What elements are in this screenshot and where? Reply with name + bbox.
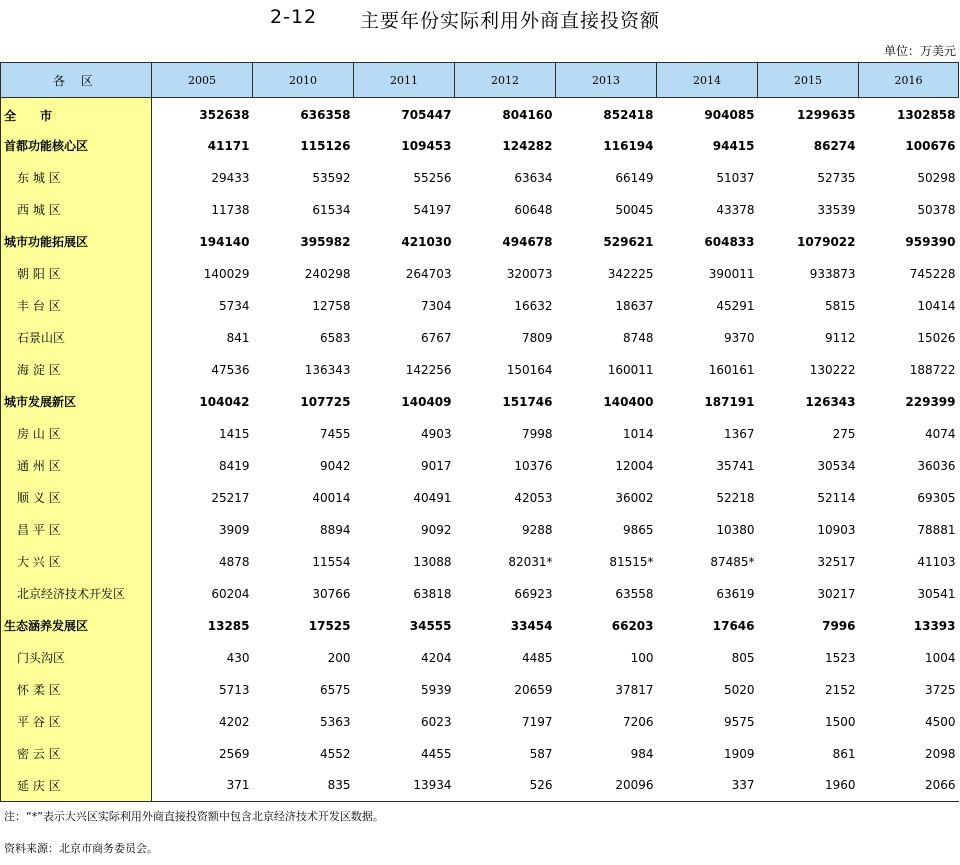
row-value-cell: 604833 (704, 234, 755, 249)
row-value-cell: 63619 (716, 586, 755, 601)
table-row (1, 610, 959, 642)
row-value-cell: 1079022 (797, 234, 856, 249)
table-row (1, 226, 959, 258)
row-area-name: 首都功能核心区 (1, 130, 152, 162)
header-year: 2015 (758, 63, 859, 98)
row-value-cell: 100 (630, 650, 654, 665)
row-value-cell: 60648 (514, 202, 553, 217)
row-value-cell: 6023 (420, 714, 452, 729)
row-value-cell: 7206 (622, 714, 654, 729)
row-value-cell: 50045 (615, 202, 654, 217)
row-value-cell: 7197 (521, 714, 553, 729)
row-value-cell: 30217 (817, 586, 856, 601)
row-value-cell: 17646 (712, 618, 755, 633)
row-value-cell: 30541 (917, 586, 956, 601)
row-value-cell: 11738 (211, 202, 250, 217)
row-value-cell: 529621 (603, 234, 654, 249)
row-value-cell: 100676 (905, 138, 956, 153)
table-row (1, 450, 959, 482)
row-value-cell: 1500 (824, 714, 856, 729)
row-value-cell: 50298 (917, 170, 956, 185)
row-value-cell: 115126 (300, 138, 351, 153)
row-value-cell: 9017 (420, 458, 452, 473)
row-value-cell: 494678 (502, 234, 553, 249)
row-value-cell: 36002 (615, 490, 654, 505)
table-row (1, 674, 959, 706)
row-area-name: 全 市 (1, 98, 152, 130)
row-value-cell: 841 (226, 330, 250, 345)
row-value-cell: 188722 (909, 362, 956, 377)
row-value-cell: 17525 (308, 618, 351, 633)
row-value-cell: 10380 (716, 522, 755, 537)
row-area-name: 顺 义 区 (1, 482, 152, 514)
table-row (1, 322, 959, 354)
row-value-cell: 1367 (723, 426, 755, 441)
row-value-cell: 81515* (609, 554, 654, 569)
row-value-cell: 63818 (413, 586, 452, 601)
row-value-cell: 2152 (824, 682, 856, 697)
row-value-cell: 43378 (716, 202, 755, 217)
row-area-name: 北京经济技术开发区 (1, 578, 152, 610)
row-value-cell: 526 (455, 770, 556, 802)
table-row (1, 514, 959, 546)
row-value-cell: 194140 (199, 234, 250, 249)
row-value-cell: 16632 (514, 298, 553, 313)
row-value-cell: 9575 (723, 714, 755, 729)
row-value-cell: 160011 (607, 362, 654, 377)
row-value-cell: 78881 (917, 522, 956, 537)
row-value-cell: 42053 (514, 490, 553, 505)
header-area: 各 区 (1, 63, 152, 98)
row-value-cell: 1302858 (897, 108, 956, 123)
row-value-cell: 5939 (420, 682, 452, 697)
row-value-cell: 11554 (312, 554, 351, 569)
table-row (1, 290, 959, 322)
table-title: 主要年份实际利用外商直接投资额 (360, 10, 661, 32)
table-row (1, 482, 959, 514)
row-value-cell: 69305 (917, 490, 956, 505)
row-value-cell: 805 (731, 650, 755, 665)
row-value-cell: 66149 (615, 170, 654, 185)
row-value-cell: 151746 (502, 394, 553, 409)
row-area-name: 昌 平 区 (1, 514, 152, 546)
row-area-name: 丰 台 区 (1, 290, 152, 322)
row-value-cell: 10414 (917, 298, 956, 313)
row-value-cell: 20659 (514, 682, 553, 697)
table-row (1, 578, 959, 610)
footnote: 注：“*”表示大兴区实际利用外商直接投资额中包含北京经济技术开发区数据。 (4, 810, 384, 823)
row-value-cell: 264703 (405, 266, 452, 281)
row-value-cell: 8748 (622, 330, 654, 345)
row-value-cell: 47536 (211, 362, 250, 377)
row-value-cell: 430 (226, 650, 250, 665)
row-value-cell: 4204 (420, 650, 452, 665)
row-value-cell: 7809 (521, 330, 553, 345)
row-value-cell: 4202 (218, 714, 250, 729)
header-year: 2010 (253, 63, 354, 98)
row-value-cell: 4485 (521, 650, 553, 665)
unit-label: 单位：万美元 (883, 44, 956, 58)
row-value-cell: 41103 (917, 554, 956, 569)
row-value-cell: 337 (657, 770, 758, 802)
row-value-cell: 40014 (312, 490, 351, 505)
header-year: 2005 (152, 63, 253, 98)
table-row (1, 642, 959, 674)
row-area-name: 门头沟区 (1, 642, 152, 674)
row-value-cell: 959390 (905, 234, 956, 249)
row-value-cell: 140409 (401, 394, 452, 409)
row-value-cell: 12758 (312, 298, 351, 313)
row-value-cell: 861 (832, 746, 856, 761)
row-value-cell: 61534 (312, 202, 351, 217)
row-value-cell: 4903 (420, 426, 452, 441)
row-value-cell: 50378 (917, 202, 956, 217)
row-value-cell: 29433 (211, 170, 250, 185)
row-value-cell: 140029 (203, 266, 250, 281)
row-value-cell: 9112 (824, 330, 856, 345)
table-row (1, 770, 959, 802)
row-value-cell: 9288 (521, 522, 553, 537)
row-value-cell: 933873 (809, 266, 856, 281)
header-year: 2013 (556, 63, 657, 98)
row-value-cell: 51037 (716, 170, 755, 185)
row-value-cell: 1014 (622, 426, 654, 441)
row-area-name: 房 山 区 (1, 418, 152, 450)
row-value-cell: 30534 (817, 458, 856, 473)
row-area-name: 城市功能拓展区 (1, 226, 152, 258)
row-value-cell: 804160 (502, 108, 553, 123)
row-value-cell: 5734 (218, 298, 250, 313)
row-value-cell: 54197 (413, 202, 452, 217)
row-area-name: 延 庆 区 (1, 770, 152, 802)
row-value-cell: 5363 (319, 714, 351, 729)
row-value-cell: 587 (529, 746, 553, 761)
row-area-name: 西 城 区 (1, 194, 152, 226)
row-value-cell: 421030 (401, 234, 452, 249)
row-value-cell: 116194 (603, 138, 654, 153)
row-value-cell: 200 (327, 650, 351, 665)
row-value-cell: 126343 (805, 394, 856, 409)
table-body (1, 98, 959, 802)
row-value-cell: 107725 (300, 394, 351, 409)
row-value-cell: 5815 (824, 298, 856, 313)
row-value-cell: 34555 (409, 618, 452, 633)
row-value-cell: 45291 (716, 298, 755, 313)
row-value-cell: 745228 (909, 266, 956, 281)
row-value-cell: 36036 (917, 458, 956, 473)
header-year: 2011 (354, 63, 455, 98)
row-value-cell: 904085 (704, 108, 755, 123)
row-area-name: 城市发展新区 (1, 386, 152, 418)
header-year: 2012 (455, 63, 556, 98)
row-value-cell: 136343 (304, 362, 351, 377)
row-value-cell: 371 (152, 770, 253, 802)
row-value-cell: 7998 (521, 426, 553, 441)
row-value-cell: 86274 (813, 138, 856, 153)
row-value-cell: 852418 (603, 108, 654, 123)
row-value-cell: 35741 (716, 458, 755, 473)
row-value-cell: 94415 (712, 138, 755, 153)
row-value-cell: 342225 (607, 266, 654, 281)
row-value-cell: 55256 (413, 170, 452, 185)
row-value-cell: 40491 (413, 490, 452, 505)
row-value-cell: 87485* (710, 554, 755, 569)
row-value-cell: 33539 (817, 202, 856, 217)
row-value-cell: 352638 (199, 108, 250, 123)
row-value-cell: 6575 (319, 682, 351, 697)
row-value-cell: 1415 (218, 426, 250, 441)
header-year: 2014 (657, 63, 758, 98)
row-value-cell: 240298 (304, 266, 351, 281)
row-value-cell: 37817 (615, 682, 654, 697)
row-value-cell: 4455 (420, 746, 452, 761)
table-row (1, 98, 959, 130)
row-value-cell: 41171 (207, 138, 250, 153)
row-value-cell: 320073 (506, 266, 553, 281)
row-value-cell: 4878 (218, 554, 250, 569)
row-value-cell: 1299635 (797, 108, 856, 123)
row-area-name: 海 淀 区 (1, 354, 152, 386)
row-value-cell: 2098 (924, 746, 956, 761)
row-value-cell: 7996 (822, 618, 856, 633)
row-value-cell: 13088 (413, 554, 452, 569)
row-value-cell: 6767 (420, 330, 452, 345)
row-value-cell: 8419 (218, 458, 250, 473)
row-value-cell: 7304 (420, 298, 452, 313)
row-value-cell: 63558 (615, 586, 654, 601)
table-row (1, 546, 959, 578)
row-value-cell: 140400 (603, 394, 654, 409)
row-value-cell: 187191 (704, 394, 755, 409)
row-area-name: 怀 柔 区 (1, 674, 152, 706)
row-value-cell: 52114 (817, 490, 856, 505)
source-note: 资料来源：北京市商务委员会。 (4, 842, 158, 855)
table-row (1, 130, 959, 162)
row-value-cell: 10376 (514, 458, 553, 473)
row-value-cell: 4074 (924, 426, 956, 441)
row-area-name: 通 州 区 (1, 450, 152, 482)
table-row (1, 258, 959, 290)
row-value-cell: 33454 (510, 618, 553, 633)
row-area-name: 密 云 区 (1, 738, 152, 770)
row-area-name: 东 城 区 (1, 162, 152, 194)
row-value-cell: 142256 (405, 362, 452, 377)
table-row (1, 418, 959, 450)
row-value-cell: 150164 (506, 362, 553, 377)
row-value-cell: 984 (630, 746, 654, 761)
table-row (1, 386, 959, 418)
header-year: 2016 (859, 63, 959, 98)
row-value-cell: 9092 (420, 522, 452, 537)
row-value-cell: 1523 (824, 650, 856, 665)
row-value-cell: 1004 (924, 650, 956, 665)
row-value-cell: 18637 (615, 298, 654, 313)
row-value-cell: 12004 (615, 458, 654, 473)
row-value-cell: 10903 (817, 522, 856, 537)
row-value-cell: 13393 (913, 618, 956, 633)
row-value-cell: 13285 (207, 618, 250, 633)
row-area-name: 朝 阳 区 (1, 258, 152, 290)
row-value-cell: 66923 (514, 586, 553, 601)
row-value-cell: 9865 (622, 522, 654, 537)
row-value-cell: 30766 (312, 586, 351, 601)
row-value-cell: 60204 (211, 586, 250, 601)
row-value-cell: 13934 (354, 770, 455, 802)
row-value-cell: 52735 (817, 170, 856, 185)
row-value-cell: 6583 (319, 330, 351, 345)
table-row (1, 194, 959, 226)
table-number: 2-12 (270, 6, 318, 28)
row-area-name: 平 谷 区 (1, 706, 152, 738)
row-value-cell: 9042 (319, 458, 351, 473)
row-value-cell: 229399 (905, 394, 956, 409)
row-value-cell: 15026 (917, 330, 956, 345)
row-value-cell: 3909 (218, 522, 250, 537)
row-value-cell: 53592 (312, 170, 351, 185)
row-value-cell: 52218 (716, 490, 755, 505)
row-value-cell: 109453 (401, 138, 452, 153)
row-value-cell: 5713 (218, 682, 250, 697)
row-value-cell: 160161 (708, 362, 755, 377)
table-row (1, 706, 959, 738)
row-value-cell: 390011 (708, 266, 755, 281)
row-value-cell: 636358 (300, 108, 351, 123)
row-value-cell: 63634 (514, 170, 553, 185)
row-value-cell: 835 (253, 770, 354, 802)
row-value-cell: 1960 (758, 770, 859, 802)
row-value-cell: 82031* (508, 554, 553, 569)
fdi-table (0, 62, 959, 802)
row-value-cell: 25217 (211, 490, 250, 505)
row-value-cell: 395982 (300, 234, 351, 249)
row-area-name: 生态涵养发展区 (1, 610, 152, 642)
row-value-cell: 4500 (924, 714, 956, 729)
row-value-cell: 275 (832, 426, 856, 441)
table-row (1, 354, 959, 386)
row-value-cell: 2066 (859, 770, 959, 802)
row-value-cell: 124282 (502, 138, 553, 153)
row-value-cell: 2569 (218, 746, 250, 761)
row-value-cell: 8894 (319, 522, 351, 537)
row-value-cell: 1909 (723, 746, 755, 761)
row-value-cell: 7455 (319, 426, 351, 441)
row-value-cell: 32517 (817, 554, 856, 569)
table-row (1, 738, 959, 770)
header-row (1, 63, 959, 98)
row-value-cell: 20096 (556, 770, 657, 802)
row-value-cell: 130222 (809, 362, 856, 377)
row-value-cell: 9370 (723, 330, 755, 345)
row-value-cell: 705447 (401, 108, 452, 123)
row-value-cell: 3725 (924, 682, 956, 697)
row-value-cell: 4552 (319, 746, 351, 761)
page-title (0, 4, 960, 32)
table-row (1, 162, 959, 194)
row-area-name: 大 兴 区 (1, 546, 152, 578)
row-value-cell: 66203 (611, 618, 654, 633)
row-area-name: 石景山区 (1, 322, 152, 354)
row-value-cell: 104042 (199, 394, 250, 409)
row-value-cell: 5020 (723, 682, 755, 697)
